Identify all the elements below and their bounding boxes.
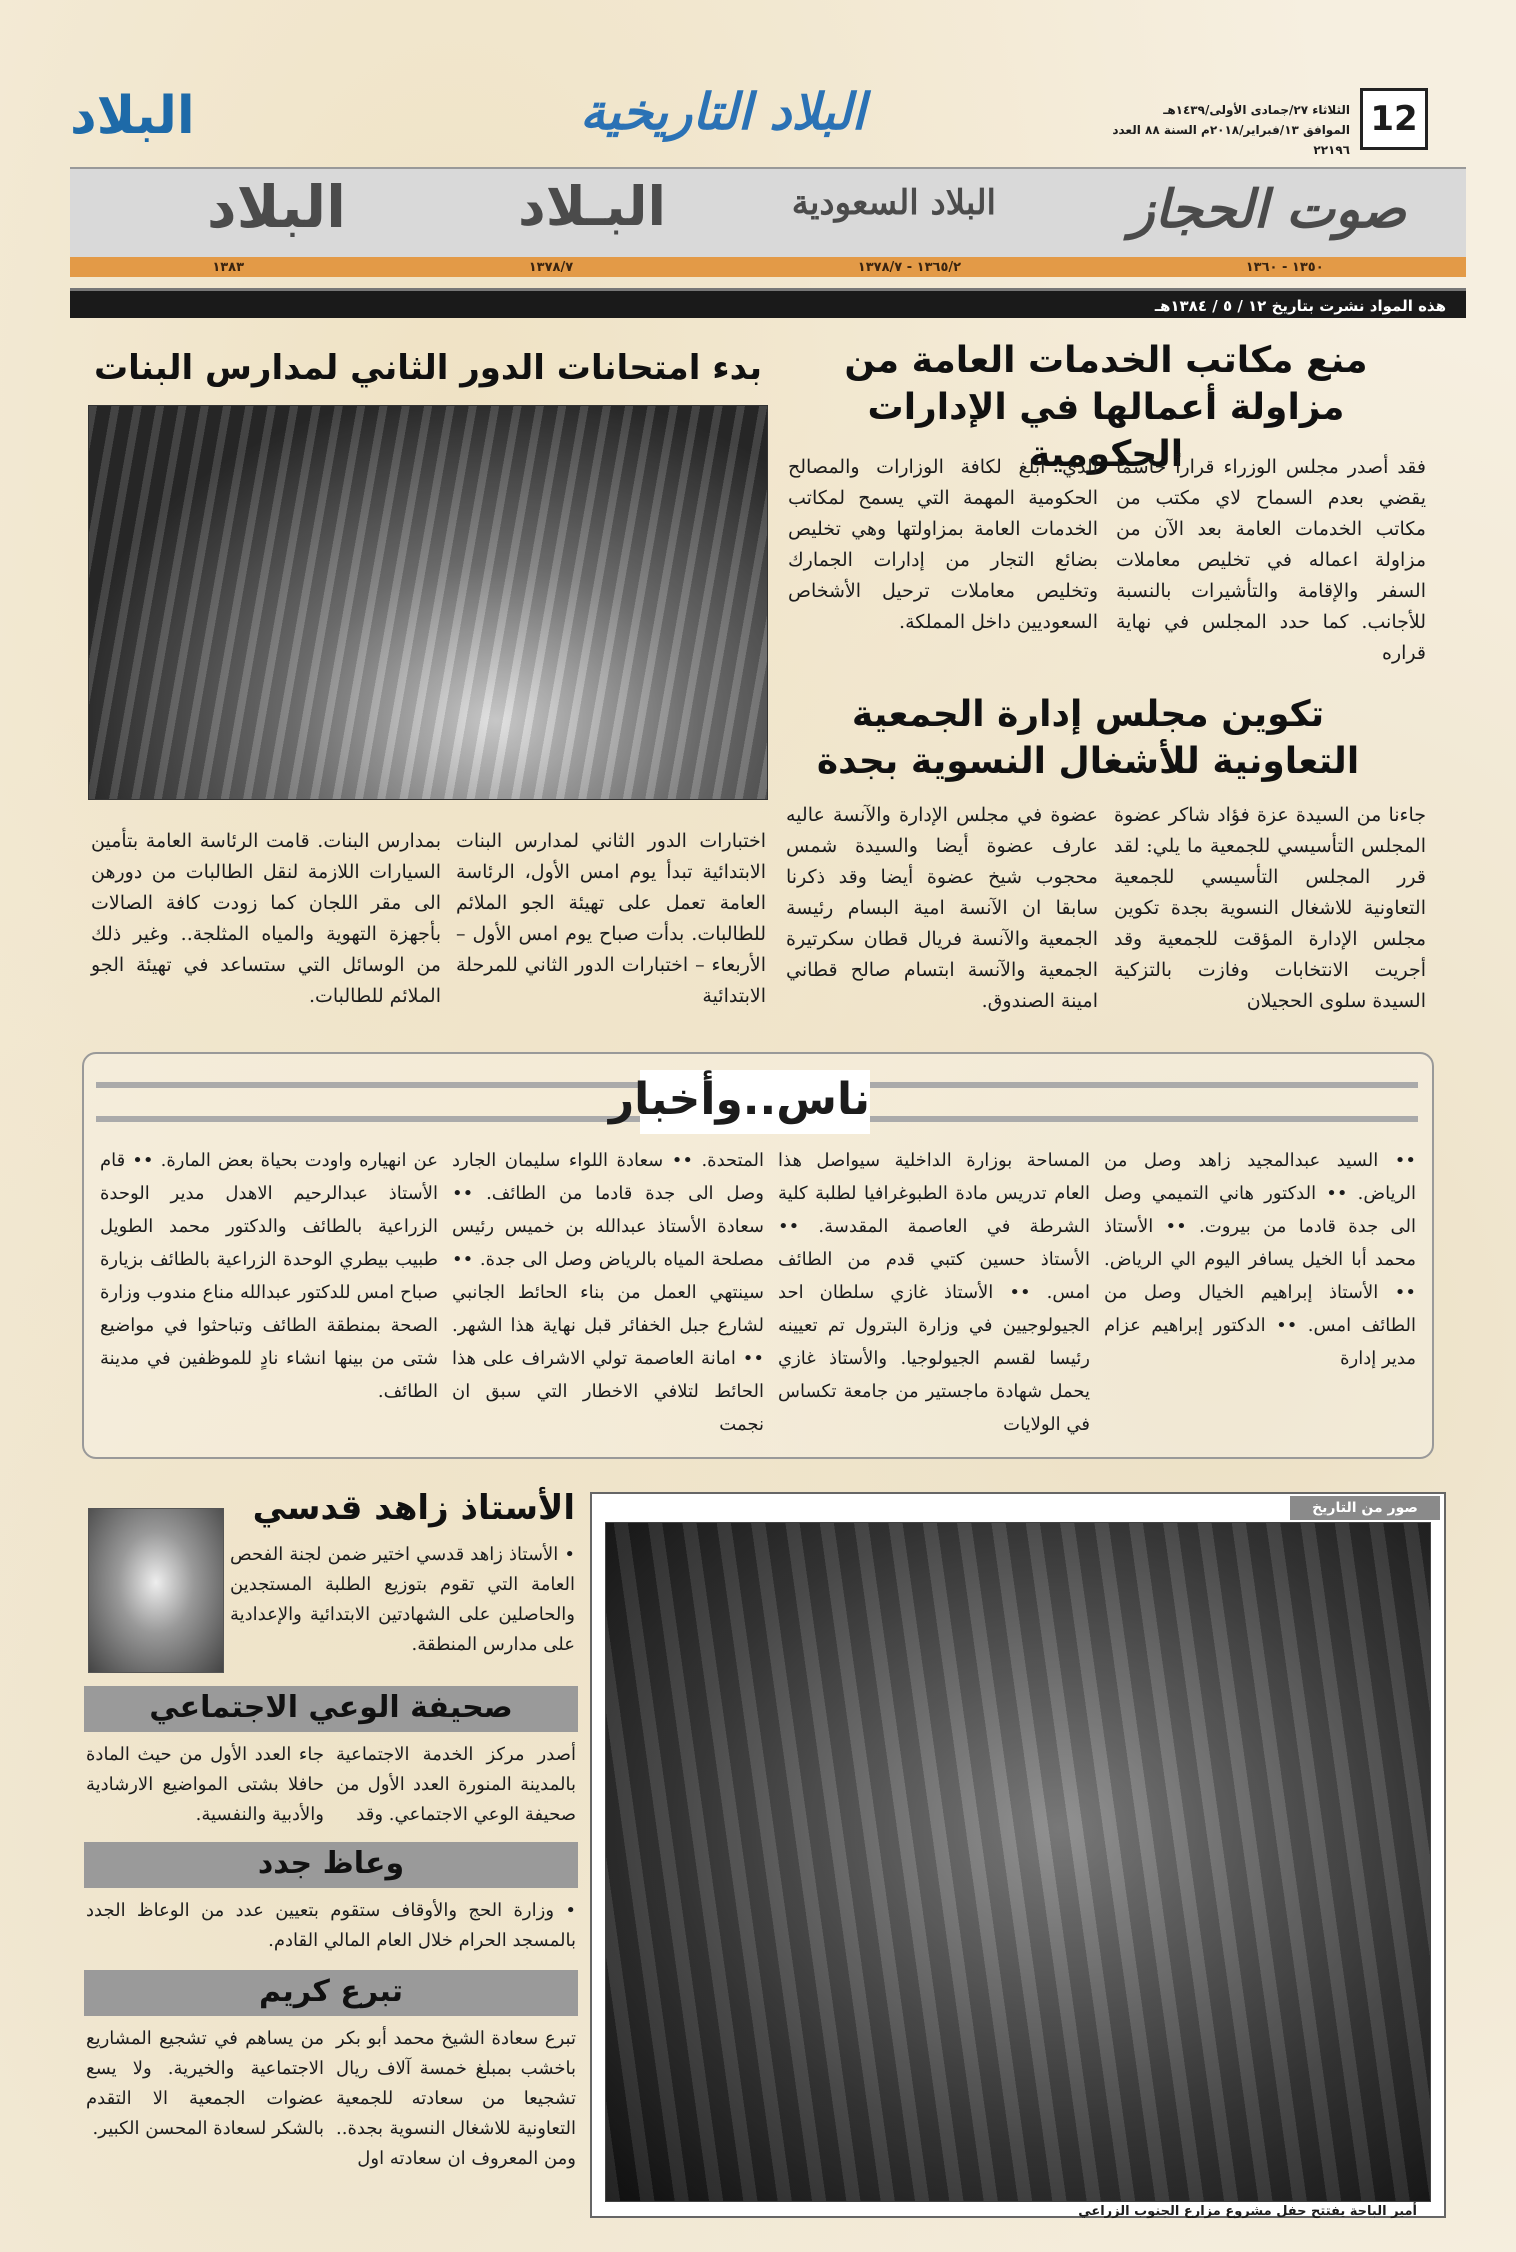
archive-date-3: ١٣٧٨/٧ xyxy=(528,259,574,275)
profile-headline: الأستاذ زاهد قدسي xyxy=(252,1488,575,1528)
profile-text: • الأستاذ زاهد قدسي اختير ضمن لجنة الفحص العامة التي تقوم بتوزيع الطلبة المستجدين والحاصلين على الشهادتين الابتدائية والإعدادية على مدارس المنطقة. xyxy=(230,1544,575,1655)
story3-column-2: بمدارس البنات. قامت الرئاسة العامة بتأمين السيارات اللازمة لنقل الطالبات من دورهن الى مقر اللجان كما زودت كافة الصالات بأجهزة التهوية والمياه المثلجة.. وغير ذلك من الوسائل التي ستساعد في تهيئة الجو الملائم للطالبات. xyxy=(91,830,441,1007)
story1-headline-line2: مزاولة أعمالها في الإدارات الحكومية xyxy=(867,386,1345,475)
newspaper-column-2: جاء العدد الأول من حيث المادة حافلا بشتى المواضيع الارشادية والأدبية والنفسية. xyxy=(86,1744,324,1825)
date-gregorian: الموافق ١٣/فبراير/٢٠١٨م السنة ٨٨ العدد ٢٢١٩٦ xyxy=(1112,123,1350,157)
people-column-4: عن انهياره واودت بحياة بعض المارة. •• قام الأستاذ عبدالرحيم الاهدل مدير الوحدة الزراعية بالطائف والدكتور محمد الطويل طبيب بيطري الوحدة الزراعية بالطائف بزيارة صباح امس للدكتور عبدالله مناع مندوب وزارة الصحة بمنطقة الطائف وتباحثوا في مواضيع شتى من بينها انشاء نادٍ للموظفين في مدينة الطائف. xyxy=(100,1150,438,1402)
preachers-headline: وعاظ جدد xyxy=(84,1842,578,1888)
history-photo xyxy=(605,1522,1431,2202)
archive-mastheads-strip xyxy=(70,167,1466,257)
history-photo-label: صور من التاريخ xyxy=(1290,1496,1440,1520)
story3-column-1: اختبارات الدور الثاني لمدارس البنات الابتدائية تبدأ يوم امس الأول، الرئاسة العامة تعمل على تهيئة الجو الملائم للطالبات. بدأت صباح يوم امس الأول – الأربعاء – اختبارات الدور الثاني للمرحلة الابتدائية xyxy=(456,830,766,1007)
exam-hall-photo xyxy=(88,405,768,800)
archive-name-bilad1: البـلاد xyxy=(518,175,666,238)
archive-date-2: ١٣٦٥/٢ - ١٣٧٨/٧ xyxy=(857,259,962,275)
preachers-text: • وزارة الحج والأوقاف ستقوم بتعيين عدد من الوعاظ الجدد بالمسجد الحرام خلال العام المالي القادم. xyxy=(86,1900,576,1951)
masthead-title: البلاد التاريخية xyxy=(580,82,866,141)
story1-column-2: الذي ابلغ لكافة الوزارات والمصالح الحكومية المهمة التي يسمح لمكاتب الخدمات العامة بمزاولتها وهي تخليص بضائع التجار من إدارات الجمارك وتخليص معاملات ترحيل الأشخاص السعوديين داخل المملكة. xyxy=(788,456,1098,633)
people-column-2: المساحة بوزارة الداخلية سيواصل هذا العام تدريس مادة الطبوغرافيا لطلبة كلية الشرطة في العاصمة المقدسة. •• الأستاذ حسين كتبي قدم من الطائف امس. •• الأستاذ غازي سلطان احد الجيولوجيين في وزارة البترول تم تعيينه رئيسا لقسم الجيولوجيا. والأستاذ غازي يحمل شهادة ماجستير من جامعة تكساس في الولايات xyxy=(778,1150,1090,1435)
story2-column-1: جاءنا من السيدة عزة فؤاد شاكر عضوة المجلس التأسيسي للجمعية ما يلي: لقد قرر المجلس التأسيسي للجمعية التعاونية للاشغال النسوية بجدة تكوين مجلس الإدارة المؤقت للجمعية وقد أجريت الانتخابات وفازت بالتزكية السيدة سلوى الحجيلان xyxy=(1114,804,1426,1012)
archive-name-sawt: صوت الحجاز xyxy=(1129,179,1406,240)
archive-date-1: ١٣٥٠ - ١٣٦٠ xyxy=(1245,259,1324,275)
newspaper-logo: البلاد xyxy=(70,86,195,146)
story1-column-1: فقد أصدر مجلس الوزراء قراراً حاسما يقضي بعدم السماح لاي مكتب من مكاتب الخدمات العامة بعد الآن من مزاولة اعماله في تخليص معاملات السفر والإقامة والتأشيرات بالنسبة للأجانب. كما حدد المجلس في نهاية قراره xyxy=(1116,456,1426,664)
archive-name-saudia: البلاد السعودية xyxy=(791,183,996,223)
donation-column-1: تبرع سعادة الشيخ محمد أبو بكر باخشب بمبلغ خمسة آلاف ريال تشجيعا من سعادته للجمعية التعاونية للاشغال النسوية بجدة.. ومن المعروف ان سعادته اول xyxy=(336,2028,576,2169)
donation-headline: تبرع كريم xyxy=(84,1970,578,2016)
page-number: 12 xyxy=(1360,88,1428,150)
archive-date-4: ١٣٨٣ xyxy=(212,259,245,275)
people-column-3: المتحدة. •• سعادة اللواء سليمان الجارد وصل الى جدة قادما من الطائف. •• سعادة الأستاذ عبدالله بن خميس رئيس مصلحة المياه بالرياض وصل الى جدة. •• سينتهي العمل من بناء الحائط الجانبي لشارع جبل الخفائر قبل نهاية هذا الشهر. •• امانة العاصمة تولي الاشراف على هذا الحائط لتلافي الاخطار التي سبق ان نجمت xyxy=(452,1150,764,1435)
archive-name-bilad2: البلاد xyxy=(206,173,346,241)
story3-headline: بدء امتحانات الدور الثاني لمدارس البنات xyxy=(94,348,762,388)
date-line xyxy=(1090,100,1350,160)
publication-notice: هذه المواد نشرت بتاريخ ١٢ / ٥ / ١٣٨٤هـ xyxy=(70,288,1466,318)
story2-headline xyxy=(778,692,1398,786)
profile-portrait xyxy=(88,1508,224,1673)
newspaper-headline: صحيفة الوعي الاجتماعي xyxy=(84,1686,578,1732)
story2-column-2: عضوة في مجلس الإدارة والآنسة عاليه عارف عضوة أيضا والسيدة شمس محجوب شيخ عضوة أيضا وقد ذكرنا سابقا ان الآنسة امية البسام رئيسة الجمعية والآنسة فريال قطان سكرتيرة الجمعية والآنسة ابتسام صالح قطاني امينة الصندوق. xyxy=(786,804,1098,1012)
story1-headline-line1: منع مكاتب الخدمات العامة من xyxy=(844,340,1368,381)
story2-headline-line2: التعاونية للأشغال النسوية بجدة xyxy=(816,740,1360,782)
people-news-title: ناس..وأخبار xyxy=(640,1070,870,1134)
history-photo-caption: أمير الباحة يفتتح حفل مشروع مزارع الجنوب الزراعي xyxy=(1078,2204,1417,2219)
archive-dates-bar xyxy=(70,257,1466,277)
people-column-1: •• السيد عبدالمجيد زاهد وصل من الرياض. •• الدكتور هاني التميمي وصل الى جدة قادما من بيروت. •• الأستاذ محمد أبا الخيل يسافر اليوم الي الرياض. •• الأستاذ إبراهيم الخيال وصل من الطائف امس. •• الدكتور إبراهيم عزام مدير إدارة xyxy=(1104,1150,1416,1369)
newspaper-column-1: أصدر مركز الخدمة الاجتماعية بالمدينة المنورة العدد الأول من صحيفة الوعي الاجتماعي. وقد xyxy=(336,1744,576,1825)
story2-headline-line1: تكوين مجلس إدارة الجمعية xyxy=(851,694,1325,735)
date-hijri: الثلاثاء ٢٧/جمادى الأولى/١٤٣٩هـ xyxy=(1163,103,1350,117)
donation-column-2: من يساهم في تشجيع المشاريع الاجتماعية والخيرية. ولا يسع عضوات الجمعية الا التقدم بالشكر لسعادة المحسن الكبير. xyxy=(86,2028,324,2139)
